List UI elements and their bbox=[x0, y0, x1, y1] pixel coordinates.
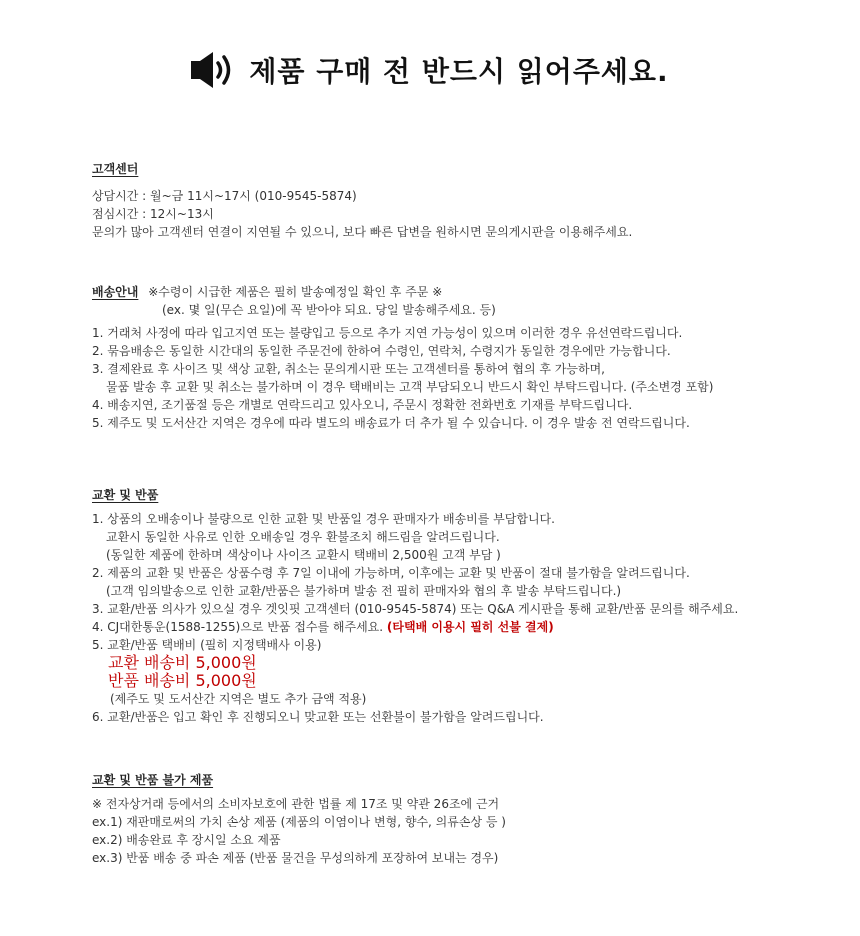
page-title: 제품 구매 전 반드시 읽어주세요. bbox=[249, 55, 669, 88]
prepaid-warning: (타택배 이용시 필히 선불 결제) bbox=[386, 620, 554, 634]
exchange-item: (고객 임의발송으로 인한 교환/반품은 불가하며 발송 전 필히 판매자와 협의 후 발송 부탁드립니다.) bbox=[106, 584, 622, 598]
lunch-hours: 점심시간 : 12시~13시 bbox=[92, 207, 214, 221]
exchange-item: 1. 상품의 오배송이나 불량으로 인한 교환 및 반품일 경우 판매자가 배송비를 부담합니다. bbox=[92, 512, 555, 526]
no-exchange-section bbox=[92, 769, 792, 867]
page-header bbox=[0, 48, 860, 92]
shipping-item: 2. 묶음배송은 동일한 시간대의 동일한 주문건에 한하여 수령인, 연락처, 수령지가 동일한 경우에만 가능합니다. bbox=[92, 344, 671, 358]
exchange-fee: 교환 배송비 5,000원 bbox=[108, 653, 257, 672]
shipping-item: 5. 제주도 및 도서산간 지역은 경우에 따라 별도의 배송료가 더 추가 될 수 있습니다. 이 경우 발송 전 연락드립니다. bbox=[92, 416, 690, 430]
no-exchange-item: ex.2) 배송완료 후 장시일 소요 제품 bbox=[92, 833, 281, 847]
board-notice: 문의가 많아 고객센터 연결이 지연될 수 있으니, 보다 빠른 답변을 원하시면 문의게시판을 이용해주세요. bbox=[92, 225, 633, 239]
exchange-item bbox=[92, 618, 792, 636]
no-exchange-item: ex.3) 반품 배송 중 파손 제품 (반품 물건을 무성의하게 포장하여 보내는 경우) bbox=[92, 851, 499, 865]
shipping-title: 배송안내 bbox=[92, 285, 139, 299]
no-exchange-item: ※ 전자상거래 등에서의 소비자보호에 관한 법률 제 17조 및 약관 26조에 근거 bbox=[92, 797, 500, 811]
return-fee: 반품 배송비 5,000원 bbox=[108, 671, 257, 690]
customer-center-title: 고객센터 bbox=[92, 162, 139, 176]
speaker-icon bbox=[191, 50, 237, 90]
exchange-item: 교환시 동일한 사유로 인한 오배송일 경우 환불조치 해드림을 알려드립니다. bbox=[106, 530, 500, 544]
shipping-item: 4. 배송지연, 조기품절 등은 개별로 연락드리고 있사오니, 주문시 정확한 전화번호 기재를 부탁드립니다. bbox=[92, 398, 633, 412]
consult-hours: 상담시간 : 월~금 11시~17시 (010-9545-5874) bbox=[92, 189, 357, 203]
customer-center-section bbox=[92, 158, 792, 241]
shipping-section bbox=[92, 283, 792, 432]
return-courier-text: 4. CJ대한통운(1588-1255)으로 반품 접수를 해주세요. bbox=[92, 620, 384, 634]
exchange-item: (동일한 제품에 한하며 색상이나 사이즈 교환시 택배비 2,500원 고객 부담 ) bbox=[106, 548, 501, 562]
shipping-item: 1. 거래처 사정에 따라 입고지연 또는 불량입고 등으로 추가 지연 가능성이 있으며 이러한 경우 유선연락드립니다. bbox=[92, 326, 683, 340]
shipping-item: 3. 결제완료 후 사이즈 및 색상 교환, 취소는 문의게시판 또는 고객센터를 통하여 협의 후 가능하며, bbox=[92, 362, 605, 376]
exchange-item: 5. 교환/반품 택배비 (필히 지정택배사 이용) bbox=[92, 638, 322, 652]
shipping-note: ※수령이 시급한 제품은 필히 발송예정일 확인 후 주문 ※ bbox=[148, 285, 443, 299]
exchange-title: 교환 및 반품 bbox=[92, 488, 159, 502]
exchange-item: 2. 제품의 교환 및 반품은 상품수령 후 7일 이내에 가능하며, 이후에는 교환 및 반품이 절대 불가함을 알려드립니다. bbox=[92, 566, 690, 580]
no-exchange-item: ex.1) 재판매로써의 가치 손상 제품 (제품의 이염이나 변형, 향수, 의류손상 등 ) bbox=[92, 815, 506, 829]
exchange-item: 3. 교환/반품 의사가 있으실 경우 겟잇핏 고객센터 (010-9545-5874) 또는 Q&A 게시판을 통해 교환/반품 문의를 해주세요. bbox=[92, 602, 739, 616]
shipping-item: 물품 발송 후 교환 및 취소는 불가하며 이 경우 택배비는 고객 부담되오니 반드시 확인 부탁드립니다. (주소변경 포함) bbox=[106, 380, 714, 394]
exchange-item: 6. 교환/반품은 입고 확인 후 진행되오니 맞교환 또는 선환불이 불가함을 알려드립니다. bbox=[92, 710, 544, 724]
exchange-section bbox=[92, 484, 792, 726]
no-exchange-title: 교환 및 반품 불가 제품 bbox=[92, 773, 214, 787]
shipping-note-example: (ex. 몇 일(무슨 요일)에 꼭 받아야 되요. 당일 발송해주세요. 등) bbox=[162, 303, 496, 317]
exchange-item: (제주도 및 도서산간 지역은 별도 추가 금액 적용) bbox=[110, 692, 367, 706]
